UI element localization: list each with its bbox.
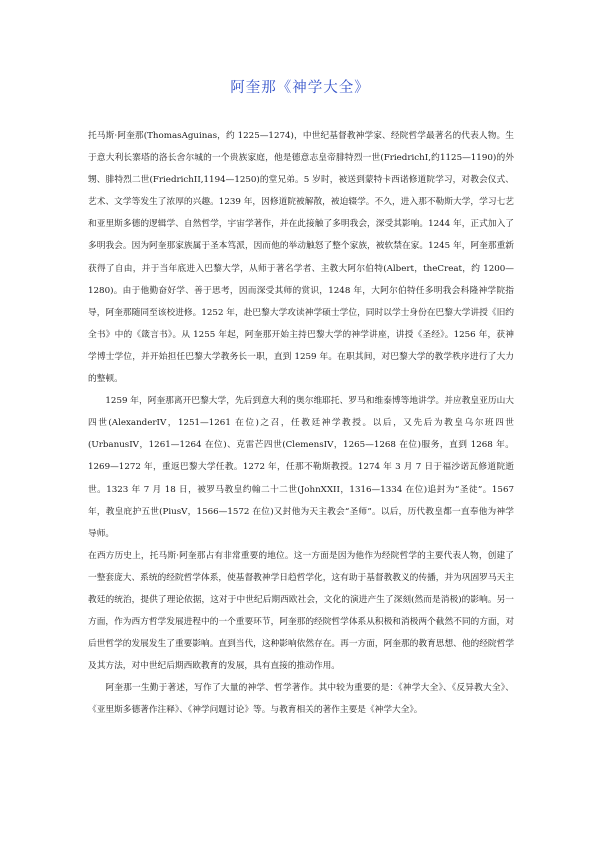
document-body (88, 125, 514, 722)
paragraph-works: 阿奎那一生勤于著述，写作了大量的神学、哲学著作。其中较为重要的是：《神学大全》、《反异教大全》、《亚里斯多德著作注释》、《神学问题讨论》等。与教育相关的著作主要是《神学大全》。 (88, 683, 514, 716)
document-title: 阿奎那《神学大全》 (230, 80, 370, 96)
paragraph-biography: 托马斯·阿奎那(ThomasAguinas，约 1225—1274)，中世纪基督教神学家、经院哲学最著名的代表人物。生于意大利长寨塔的洛长舍尔城的一个贵族家庭，他是德意志皇帝腓特烈一世(FriedrichI,约1125—1190)的外甥、腓特烈二世(FriedrichII,1194—1250)的堂兄弟。5 岁时，被送到蒙特卡西诺修道院学习，对教会仪式、艺术、文学等发生了浓厚的兴趣。1239 年，因修道院被解散，被迫辍学。不久，进入那不勒斯大学，学习七艺和亚里斯多德的逻辑学、自然哲学，宇宙学著作，并在此接触了多明我会，深受其影响。1244 年，正式加入了多明我会。因为阿奎那家族属于圣本笃派，因而他的举动触怒了整个家族，被软禁在家。1245 年，阿奎那重新获得了自由，并于当年底进入巴黎大学，从师于著名学者、主教大阿尔伯特(Albert，theCreat，约 1200—1280)。由于他勤奋好学、善于思考，因而深受其师的赏识，1248 年，大阿尔伯特任多明我会科隆神学院指导，阿奎那随同至该校进修。1252 年，赴巴黎大学攻读神学硕士学位，同时以学士身份在巴黎大学讲授《旧约全书》中的《箴言书》。从 1255 年起，阿奎那开始主持巴黎大学的神学讲座，讲授《圣经》。1256 年，获神学博士学位，并开始担任巴黎大学教务长一职，直到 1259 年。在职其间，对巴黎大学的教学秩序进行了大力的整顿。 (88, 131, 514, 385)
paragraph-historical-significance: 在西方历史上，托马斯·阿奎那占有非常重要的地位。这一方面是因为他作为经院哲学的主要代表人物，创建了一整套庞大、系统的经院哲学体系，使基督教神学日趋哲学化，这有助于基督教教义的传播，并为巩固罗马天主教廷的统治，提供了理论依据，这对于中世纪后期西欧社会，文化的演进产生了深刻(然而是消极)的影响。另一方面，作为西方哲学发展进程中的一个重要环节，阿奎那的经院哲学体系从积极和消极两个截然不同的方面，对后世哲学的发展发生了重要影响。直到当代，这种影响依然存在。再一方面，阿奎那的教育思想、他的经院哲学及其方法，对中世纪后期西欧教育的发展，具有直接的推动作用。 (88, 550, 514, 672)
paragraph-later-career: 1259 年，阿奎那离开巴黎大学，先后到意大利的奥尔维耶托、罗马和维泰博等地讲学。并应教皇亚历山大四世(AlexanderIV，1251—1261 在位)之召，任教廷神学教授。以后，又先后为教皇乌尔班四世(UrbanusIV，1261—1264 在位)、克雷芒四世(ClemensIV，1265—1268 在位)服务，直到 1268 年。1269—1272 年，重返巴黎大学任教。1272 年，任那不勒斯教授。1274 年 3 月 7 日于福沙诺瓦修道院逝世。1323 年 7 月 18 日，被罗马教皇约翰二十二世(JohnXXII，1316—1334 在位)追封为“圣徒”。1567 年，教皇庇护五世(PiusV，1566—1572 在位)又封他为天主教会“圣师”。以后，历代教皇都一直奉他为神学导师。 (88, 396, 514, 539)
